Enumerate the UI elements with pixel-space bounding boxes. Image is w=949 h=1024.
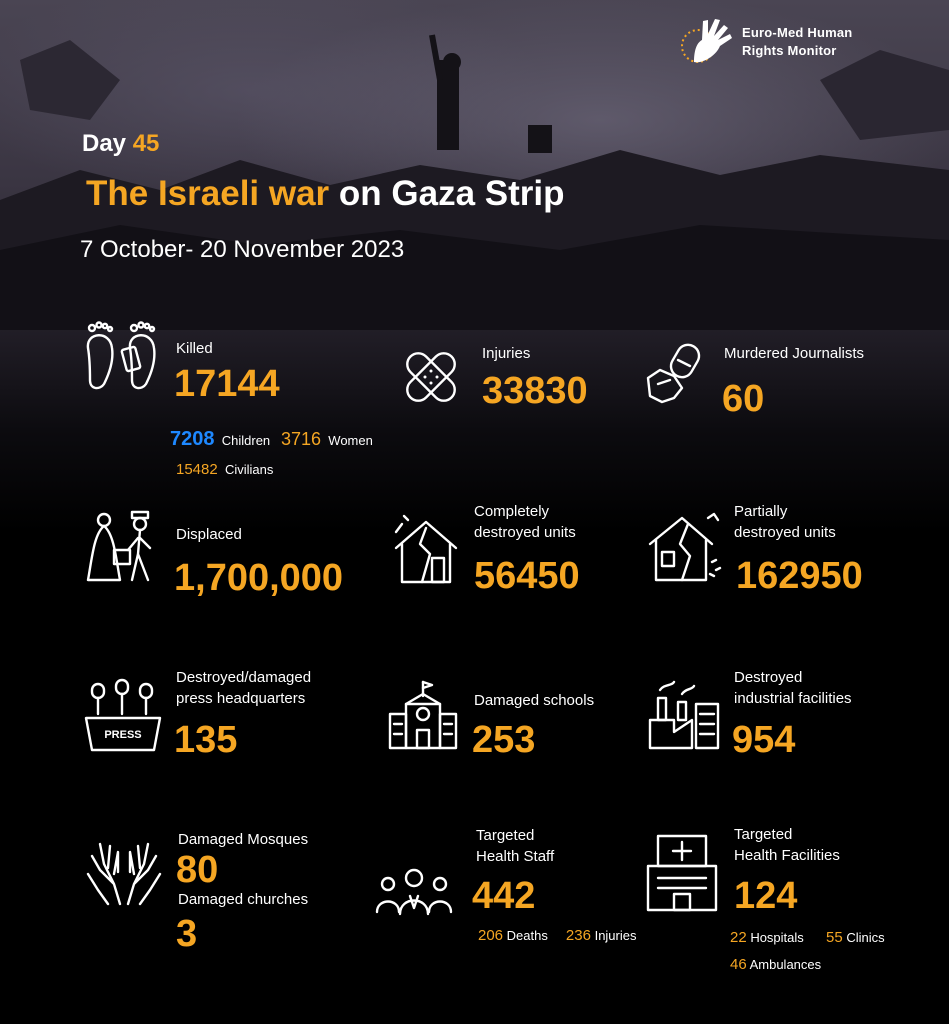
school-building-icon bbox=[386, 680, 460, 752]
health-staff-label: Targeted Health Staff bbox=[476, 827, 555, 865]
journalists-value: 60 bbox=[722, 378, 765, 420]
churches-label: Damaged churches bbox=[178, 891, 309, 908]
schools-label: Damaged schools bbox=[474, 692, 595, 709]
org-logo bbox=[672, 12, 852, 72]
health-staff-breakdown: 206 Deaths 236 Injuries bbox=[478, 927, 637, 944]
medical-staff-icon bbox=[374, 866, 454, 918]
injuries-label: Injuries bbox=[482, 345, 531, 362]
title-rest: on Gaza Strip bbox=[338, 174, 565, 213]
date-range: 7 October- 20 November 2023 bbox=[80, 236, 405, 263]
cracked-house-icon bbox=[646, 510, 726, 586]
org-name-line1: Euro-Med Human bbox=[742, 25, 853, 40]
journalists-label: Murdered Journalists bbox=[724, 345, 865, 362]
schools-value: 253 bbox=[472, 719, 536, 761]
killed-children: 7208 Children 3716 Women bbox=[170, 428, 373, 450]
hand-dove-icon bbox=[672, 12, 736, 72]
collapsed-house-icon bbox=[388, 514, 464, 586]
day-label: Day 45 bbox=[82, 130, 160, 157]
svg-text:PRESS: PRESS bbox=[104, 729, 142, 741]
press-hq-label: Destroyed/damaged press headquarters bbox=[176, 669, 312, 707]
industrial-value: 954 bbox=[732, 719, 796, 761]
churches-value: 3 bbox=[176, 913, 198, 955]
partially-destroyed-label: Partially destroyed units bbox=[734, 503, 836, 541]
injuries-value: 33830 bbox=[482, 370, 588, 412]
industrial-label: Destroyed industrial facilities bbox=[734, 669, 852, 707]
displaced-label: Displaced bbox=[176, 526, 242, 543]
bandage-icon bbox=[398, 344, 464, 410]
killed-value: 17144 bbox=[174, 363, 280, 405]
health-facilities-value: 124 bbox=[734, 875, 798, 917]
day-number: 45 bbox=[132, 130, 160, 157]
page-title bbox=[86, 174, 565, 214]
hospitals-count: 22 Hospitals bbox=[730, 929, 804, 946]
microphone-hand-icon bbox=[644, 340, 716, 406]
displaced-value: 1,700,000 bbox=[174, 557, 344, 599]
mosques-value: 80 bbox=[176, 849, 219, 891]
killed-civilians: 15482 Civilians bbox=[176, 461, 274, 478]
hospital-icon bbox=[644, 834, 720, 914]
completely-destroyed-value: 56450 bbox=[474, 555, 580, 597]
factory-icon bbox=[646, 680, 722, 752]
press-podium-icon bbox=[82, 678, 164, 754]
health-facilities-label: Targeted Health Facilities bbox=[734, 826, 840, 864]
footprints-tag-icon bbox=[82, 318, 166, 392]
killed-label: Killed bbox=[176, 340, 213, 357]
mosques-label: Damaged Mosques bbox=[178, 831, 309, 848]
org-name-line2: Rights Monitor bbox=[742, 43, 837, 58]
health-staff-value: 442 bbox=[472, 875, 536, 917]
completely-destroyed-label: Completely destroyed units bbox=[474, 503, 576, 541]
praying-hands-icon bbox=[84, 834, 164, 910]
press-hq-value: 135 bbox=[174, 719, 238, 761]
title-highlight: The Israeli war bbox=[86, 174, 330, 213]
displaced-people-icon bbox=[82, 510, 162, 586]
partially-destroyed-value: 162950 bbox=[736, 555, 863, 597]
ambulances-count: 46 Ambulances bbox=[730, 956, 822, 973]
clinics-count: 55 Clinics bbox=[826, 929, 885, 946]
